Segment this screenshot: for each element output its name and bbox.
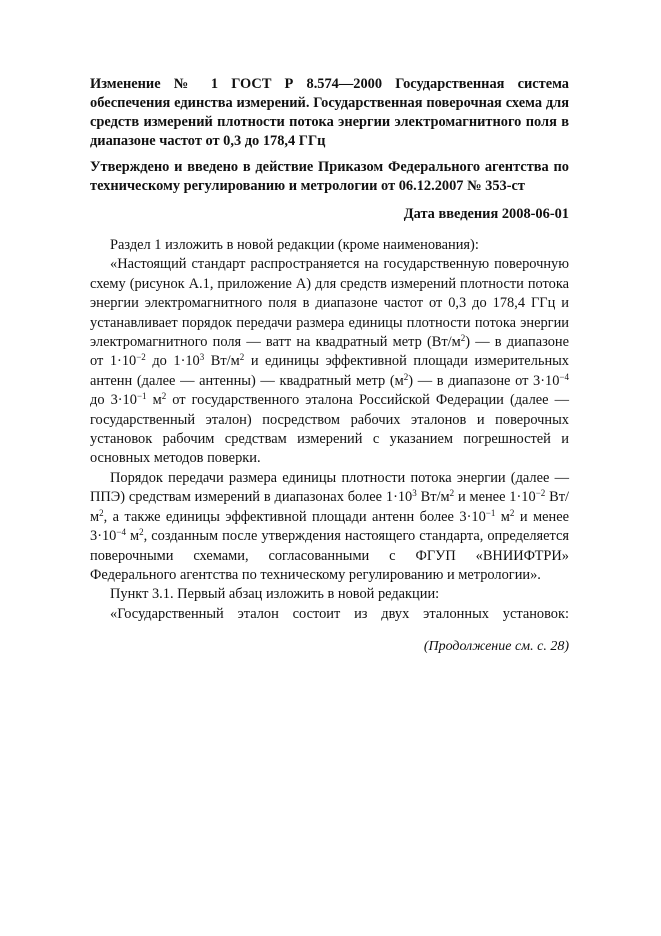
paragraph-section-1: Раздел 1 изложить в новой редакции (кроме наименования):: [110, 237, 479, 253]
paragraph-clause-3-1: Пункт 3.1. Первый абзац изложить в новой редакции:: [110, 586, 440, 603]
continuation-note: (Продолжение см. с. 28): [423, 639, 569, 654]
amendment-title: Изменение № 1 ГОСТ Р 8.574—2000 Государственная система обеспечения единства измерений. Государственная поверочная схема для средств измерений плотности потока энергии электромагнитного поля в диапазоне частот от 0,3 до 178,4 ГГц: [90, 76, 569, 149]
effective-date: Дата введения 2008-06-01: [403, 206, 569, 222]
paragraph-scope: «Настоящий стандарт распространяется на государственную поверочную схему (рисунок А.1, приложение А) для средств измерений плотности потока энергии электромагнитного поля в диапазоне частот от 0,3 до 178,4 ГГц и устанавливает порядок передачи размера единицы плотности потока энергии электромагнитного поля — ватт на квадратный метр $(Вт/м^2)$ — в диапазоне от $1\cdot 10^{-2}$ до $1\cdot 10^3$ $Вт/м^2$ и единицы эффективной площади измерительных антенн (далее — антенны) — квадратный метр $(м^2)$ — в диапазоне от $3\cdot 10^{-4}$ до $3\cdot 10^{-1}$ $м^2$ от государственного эталона Российской Федерации (далее — государственный эталон) посредством рабочих эталонов и поверочных установок рабочим средствам измерений с указанием погрешностей и основных методов поверки.: [90, 256, 570, 467]
paragraph-transfer-order: Порядок передачи размера единицы плотности потока энергии (далее — ППЭ) средствам измерений в диапазонах более $1\cdot 10^3$ $Вт/м^2$ и менее $1\cdot 10^{-2}$ $Вт/м^2$, а также единицы эффективной площади антенн более $3\cdot 10^{-1}$ $м^2$ и менее $3\cdot 10^{-4}$ $м^2$, созданным после утверждения настоящего стандарта, определяется поверочными схемами, согласованными с ФГУП «ВНИИФТРИ» Федерального агентства по техническому регулированию и метрологии».: [90, 469, 569, 583]
paragraph-standard-composition: «Государственный эталон состоит из двух эталонных установок:: [110, 605, 569, 622]
approval-statement: Утверждено и введено в действие Приказом Федерального агентства по техническому регулированию и метрологии от 06.12.2007 № 353-ст: [90, 159, 569, 194]
amendment-body: [90, 236, 569, 624]
